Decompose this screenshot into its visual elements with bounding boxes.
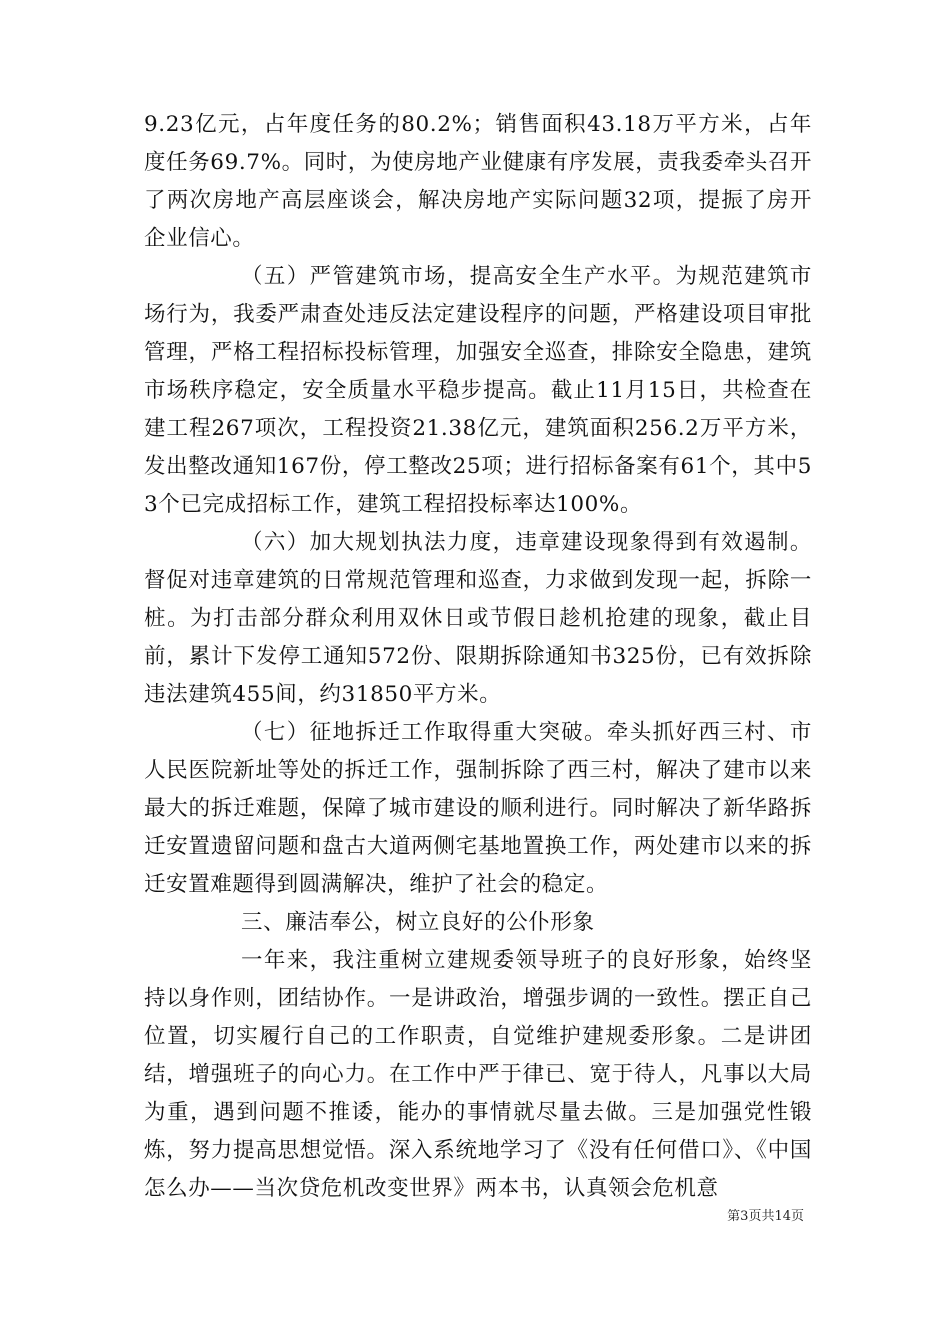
paragraph-sales-summary: 9.23亿元，占年度任务的80.2%；销售面积43.18万平方米，占年度任务69.7%。同时，为使房地产业健康有序发展，责我委牵头召开了两次房地产高层座谈会，解决房地产实际问题32项，提振了房开企业信心。 <box>144 112 813 251</box>
document-body <box>144 106 812 1208</box>
page-number: 第3页共14页 <box>727 1209 804 1224</box>
paragraph-planning-enforcement: （六）加大规划执法力度，违章建设现象得到有效遏制。督促对违章建筑的日常规范管理和巡查，力求做到发现一起，拆除一桩。为打击部分群众利用双休日或节假日趁机抢建的现象，截止目前，累计下发停工通知572份、限期拆除通知书325份，已有效拆除违法建筑455间，约31850平方米。 <box>144 530 812 707</box>
paragraph-land-demolition: （七）征地拆迁工作取得重大突破。牵头抓好西三村、市人民医院新址等处的拆迁工作，强制拆除了西三村，解决了建市以来最大的拆迁难题，保障了城市建设的顺利进行。同时解决了新华路拆迁安置遗留问题和盘古大道两侧宅基地置换工作，两处建市以来的拆迁安置难题得到圆满解决，维护了社会的稳定。 <box>144 720 812 897</box>
paragraph-team-image: 一年来，我注重树立建规委领导班子的良好形象，始终坚持以身作则，团结协作。一是讲政治，增强步调的一致性。摆正自己位置，切实履行自己的工作职责，自觉维护建规委形象。二是讲团结，增强班子的向心力。在工作中严于律已、宽于待人，凡事以大局为重，遇到问题不推诿，能办的事情就尽量去做。三是加强党性锻炼，努力提高思想觉悟。深入系统地学习了《没有任何借口》、《中国怎么办——当次贷危机改变世界》两本书，认真领会危机意 <box>144 948 812 1201</box>
section-heading-integrity: 三、廉洁奉公，树立良好的公仆形象 <box>241 910 595 935</box>
paragraph-construction-market: （五）严管建筑市场，提高安全生产水平。为规范建筑市场行为，我委严肃查处违反法定建设程序的问题，严格建设项目审批管理，严格工程招标投标管理，加强安全巡查，排除安全隐患，建筑市场秩序稳定，安全质量水平稳步提高。截止11月15日，共检查在建工程267项次，工程投资21.38亿元，建筑面积256.2万平方米，发出整改通知167份，停工整改25项；进行招标备案有61个，其中53个已完成招标工作，建筑工程招投标率达100%。 <box>144 264 812 517</box>
